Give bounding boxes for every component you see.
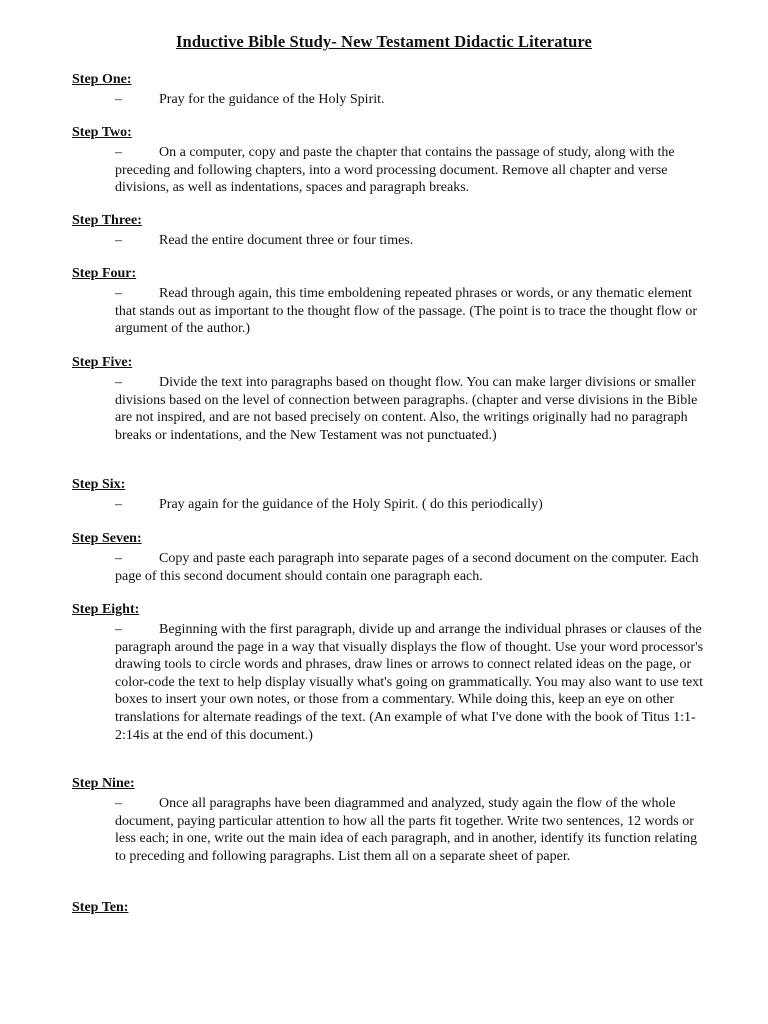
step-text-block [115,496,705,514]
dash-bullet: – [115,92,122,107]
step-heading: Step Five: [72,355,133,370]
step-heading: Step Seven: [72,531,142,546]
step-text-block [115,144,705,197]
dash-bullet: – [115,286,122,301]
document-title: Inductive Bible Study- New Testament Didactic Literature [176,32,592,51]
step-text: Pray for the guidance of the Holy Spirit. [159,92,385,107]
step-heading: Step Ten: [72,900,129,915]
step-text: Read through again, this time emboldening repeated phrases or words, or any thematic element that stands out as important to the thought flow of the passage. (The point is to trace the thought flow or argument of the author.) [115,286,698,337]
step-heading: Step Six: [72,477,126,492]
dash-bullet: – [115,551,122,566]
step-text: Divide the text into paragraphs based on thought flow. You can make larger divisions or smaller divisions based on the level of connection between paragraphs. (chapter and verse divisions in the Bible are not inspired, and are not based precisely on content. Also, the writings originally had no paragraph breaks or indentations, and the New Testament was not punctuated.) [115,375,698,443]
step-text: Copy and paste each paragraph into separate pages of a second document on the computer. Each page of this second document should contain one paragraph each. [115,551,699,584]
dash-bullet: – [115,796,122,811]
step-heading: Step Two: [72,125,132,140]
step-heading: Step Three: [72,213,142,228]
step-heading: Step Nine: [72,776,135,791]
step-text-block [115,285,705,338]
step-text-block [115,550,705,585]
step-heading: Step Four: [72,266,137,281]
step-heading: Step One: [72,72,132,87]
step-text-block [115,91,705,109]
dash-bullet: – [115,145,122,160]
step-text: Beginning with the first paragraph, divide up and arrange the individual phrases or clauses of the paragraph around the page in a way that visually displays the flow of thought. Use your word processor's drawing tools to circle words and phrases, draw lines or arrows to connect related ideas on the page, or color-code the text to help display visually what's going on grammatically. You may also want to use text boxes to insert your own notes, or those from a commentary. While doing this, keep an eye on other translations for alternate readings of the text. (An example of what I've done with the book of Titus 1:1-2:14is at the end of this document.) [115,622,704,743]
step-text-block [115,621,705,744]
step-text-block [115,374,705,444]
step-text: Once all paragraphs have been diagrammed and analyzed, study again the flow of the whole document, paying particular attention to how all the parts fit together. Write two sentences, 12 words or less each; in one, write out the main idea of each paragraph, and in another, identify its function relating to preceding and following paragraphs. List them all on a separate sheet of paper. [115,796,698,864]
step-text: Read the entire document three or four times. [159,233,414,248]
step-text-block [115,795,705,865]
step-text-block [115,232,705,250]
dash-bullet: – [115,233,122,248]
step-text: Pray again for the guidance of the Holy Spirit. ( do this periodically) [159,497,543,512]
step-heading: Step Eight: [72,602,140,617]
dash-bullet: – [115,622,122,637]
dash-bullet: – [115,375,122,390]
dash-bullet: – [115,497,122,512]
step-text: On a computer, copy and paste the chapter that contains the passage of study, along with the preceding and following chapters, into a word processing document. Remove all chapter and verse divisions, as well as indentations, spaces and paragraph breaks. [115,145,675,196]
